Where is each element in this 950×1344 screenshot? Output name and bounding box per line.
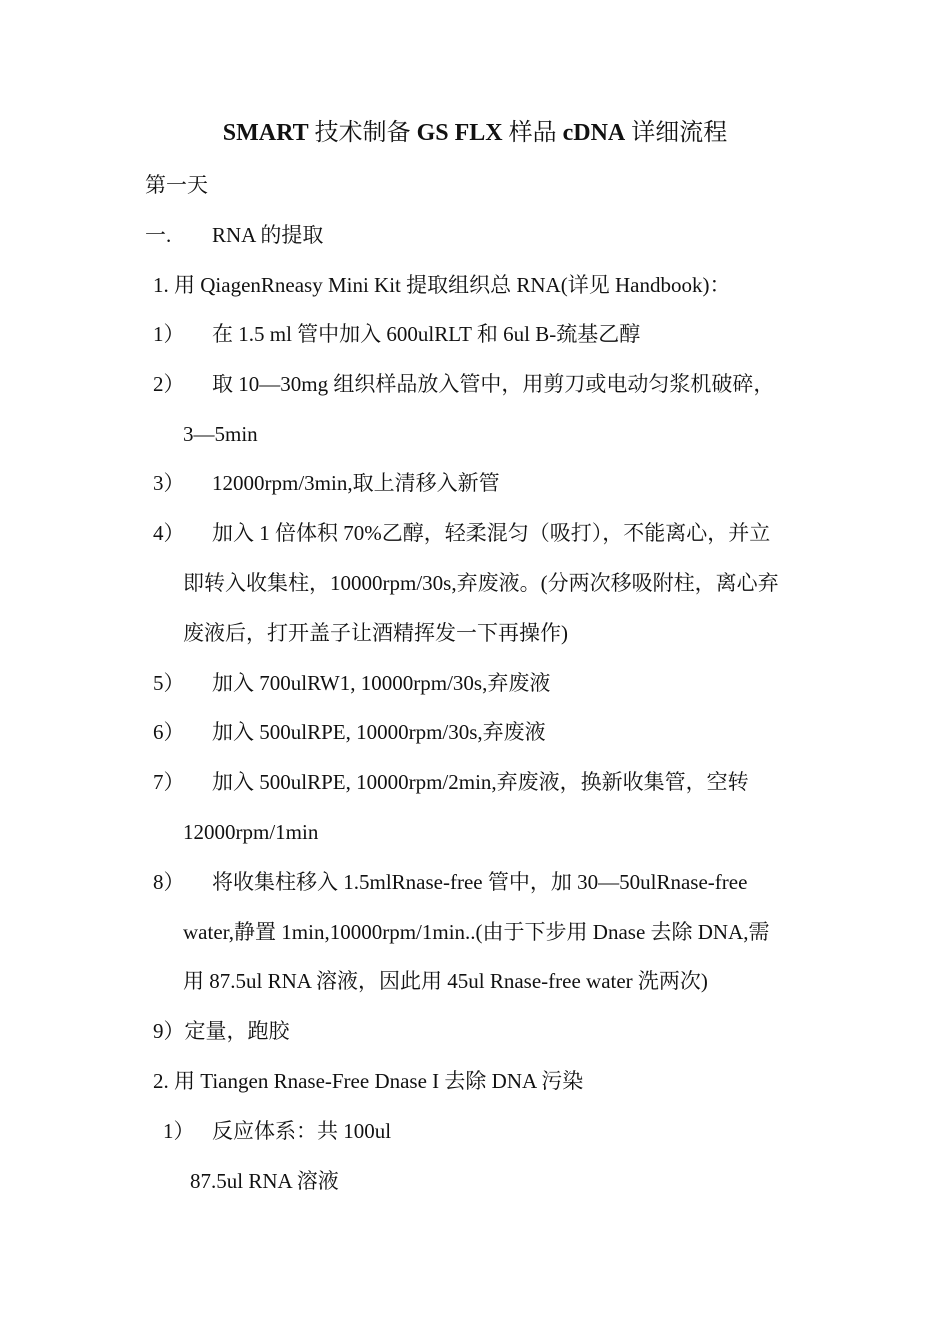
step-5-number: 5） (153, 671, 185, 695)
step-8-continuation-2: 用 87.5ul RNA 溶液，因此用 45ul Rnase-free water 洗两次) (183, 969, 708, 993)
step-7-continuation: 12000rpm/1min (183, 820, 319, 844)
item-2: 2. 用 Tiangen Rnase-Free Dnase I 去除 DNA 污染 (153, 1069, 584, 1093)
day-heading: 第一天 (145, 173, 208, 197)
section-number: 一. (145, 223, 172, 247)
step-4-continuation-2: 废液后，打开盖子让酒精挥发一下再操作) (183, 621, 568, 645)
title-text-3: 详细流程 (625, 120, 728, 146)
title-gsflx: GS FLX (416, 120, 503, 146)
step-4-text: 加入 1 倍体积 70%乙醇，轻柔混匀（吸打），不能离心，并立 (212, 521, 771, 545)
step-2-number: 2） (153, 372, 185, 396)
step-8-text: 将收集柱移入 1.5mlRnase-free 管中，加 30—50ulRnase-free (212, 870, 748, 894)
step-4-number: 4） (153, 521, 185, 545)
step-6-number: 6） (153, 720, 185, 744)
section-heading: RNA 的提取 (212, 223, 324, 247)
step-8-continuation: water,静置 1min,10000rpm/1min..(由于下步用 Dnase 去除 DNA,需 (183, 920, 770, 944)
step-5-text: 加入 700ulRW1, 10000rpm/30s,弃废液 (212, 671, 551, 695)
sub-step-1-text: 反应体系：共 100ul (212, 1119, 392, 1143)
title-cdna: cDNA (562, 120, 626, 146)
step-1-number: 1） (153, 322, 185, 346)
title-smart: SMART (222, 120, 309, 146)
page-title (0, 117, 950, 149)
step-7-number: 7） (153, 770, 185, 794)
item-1: 1. 用 QiagenRneasy Mini Kit 提取组织总 RNA(详见 Handbook)： (153, 273, 731, 297)
step-1-text: 在 1.5 ml 管中加入 600ulRLT 和 6ul B-巯基乙醇 (212, 322, 641, 346)
title-text-2: 样品 (502, 120, 563, 146)
step-7-text: 加入 500ulRPE, 10000rpm/2min,弃废液，换新收集管，空转 (212, 770, 749, 794)
step-8-number: 8） (153, 870, 185, 894)
sub-step-1-number: 1） (163, 1119, 195, 1143)
step-2-continuation: 3—5min (183, 422, 258, 446)
reagent-line-1: 87.5ul RNA 溶液 (190, 1169, 339, 1193)
step-3-number: 3） (153, 471, 185, 495)
step-6-text: 加入 500ulRPE, 10000rpm/30s,弃废液 (212, 720, 546, 744)
title-text-1: 技术制备 (308, 120, 417, 146)
step-4-continuation: 即转入收集柱，10000rpm/30s,弃废液。(分两次移吸附柱，离心弃 (183, 571, 779, 595)
step-9-text: 9）定量，跑胶 (153, 1019, 290, 1043)
step-2-text: 取 10—30mg 组织样品放入管中，用剪刀或电动匀浆机破碎， (212, 372, 775, 396)
step-3-text: 12000rpm/3min,取上清移入新管 (212, 471, 500, 495)
